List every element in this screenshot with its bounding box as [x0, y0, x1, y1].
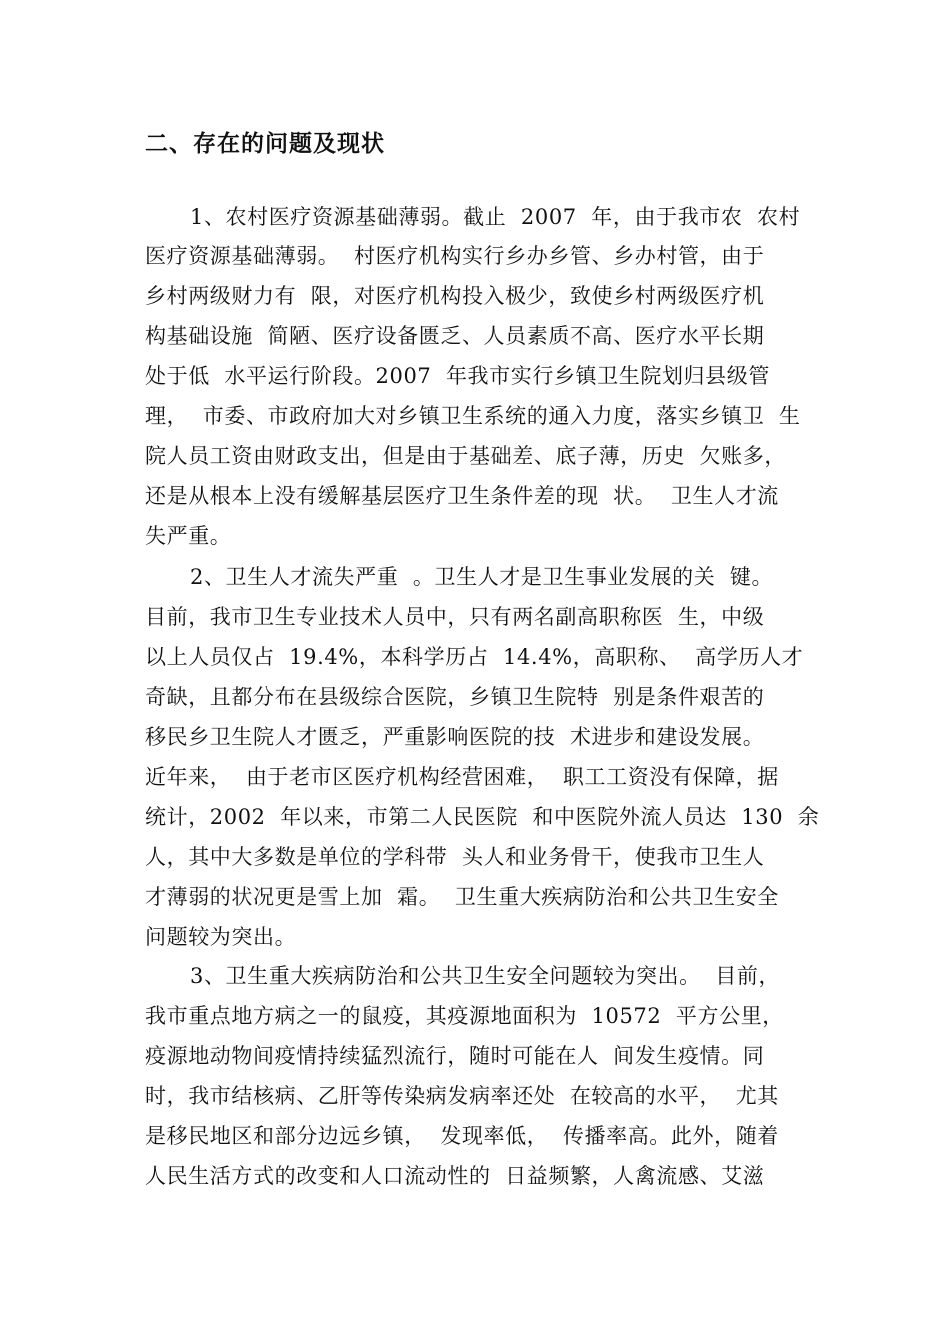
text-line: 失严重。	[145, 524, 232, 548]
text-line: 统计，2002 年以来，市第二人民医院 和中医院外流人员达 130 余	[145, 805, 820, 829]
text-line: 还是从根本上没有缓解基层医疗卫生条件差的现 状。 卫生人才流	[145, 484, 779, 508]
text-line: 人，其中大多数是单位的学科带 头人和业务骨干，使我市卫生人	[145, 845, 765, 869]
text-line: 2、卫生人才流失严重 。卫生人才是卫生事业发展的关 键。	[190, 565, 774, 589]
text-line: 人民生活方式的改变和人口流动性的 日益频繁，人禽流感、艾滋	[145, 1164, 765, 1188]
section-heading: 二、存在的问题及现状	[145, 131, 385, 157]
text-line: 1、农村医疗资源基础薄弱。截止 2007 年，由于我市农 农村	[190, 205, 801, 229]
text-line: 问题较为突出。	[145, 925, 297, 949]
text-line: 近年来， 由于老市区医疗机构经营困难， 职工工资没有保障，据	[145, 765, 779, 789]
text-line: 构基础设施 简陋、医疗设备匮乏、人员素质不高、医疗水平长期	[145, 324, 765, 348]
text-line: 时，我市结核病、乙肝等传染病发病率还处 在较高的水平， 尤其	[145, 1084, 779, 1108]
text-line: 才薄弱的状况更是雪上加 霜。 卫生重大疾病防治和公共卫生安全	[145, 885, 779, 909]
text-line: 院人员工资由财政支出，但是由于基础差、底子薄，历史 欠账多，	[145, 444, 786, 468]
text-line: 3、卫生重大疾病防治和公共卫生安全问题较为突出。 目前，	[190, 964, 781, 988]
text-line: 疫源地动物间疫情持续猛烈流行，随时可能在人 间发生疫情。同	[145, 1044, 765, 1068]
text-line: 处于低 水平运行阶段。2007 年我市实行乡镇卫生院划归县级管	[145, 364, 770, 388]
text-line: 目前，我市卫生专业技术人员中，只有两名副高职称医 生，中级	[145, 605, 765, 629]
text-line: 乡村两级财力有 限，对医疗机构投入极少，致使乡村两级医疗机	[145, 284, 765, 308]
text-line: 移民乡卫生院人才匮乏，严重影响医院的技 术进步和建设发展。	[145, 725, 765, 749]
text-line: 理， 市委、市政府加大对乡镇卫生系统的通入力度，落实乡镇卫 生	[145, 404, 801, 428]
text-line: 医疗资源基础薄弱。 村医疗机构实行乡办乡管、乡办村管，由于	[145, 244, 765, 268]
text-line: 奇缺，且都分布在县级综合医院，乡镇卫生院特 别是条件艰苦的	[145, 685, 765, 709]
text-line: 是移民地区和部分边远乡镇， 发现率低， 传播率高。此外，随着	[145, 1124, 779, 1148]
text-line: 以上人员仅占 19.4%，本科学历占 14.4%，高职称、 高学历人才	[145, 645, 804, 669]
text-line: 我市重点地方病之一的鼠疫，其疫源地面积为 10572 平方公里，	[145, 1004, 784, 1028]
